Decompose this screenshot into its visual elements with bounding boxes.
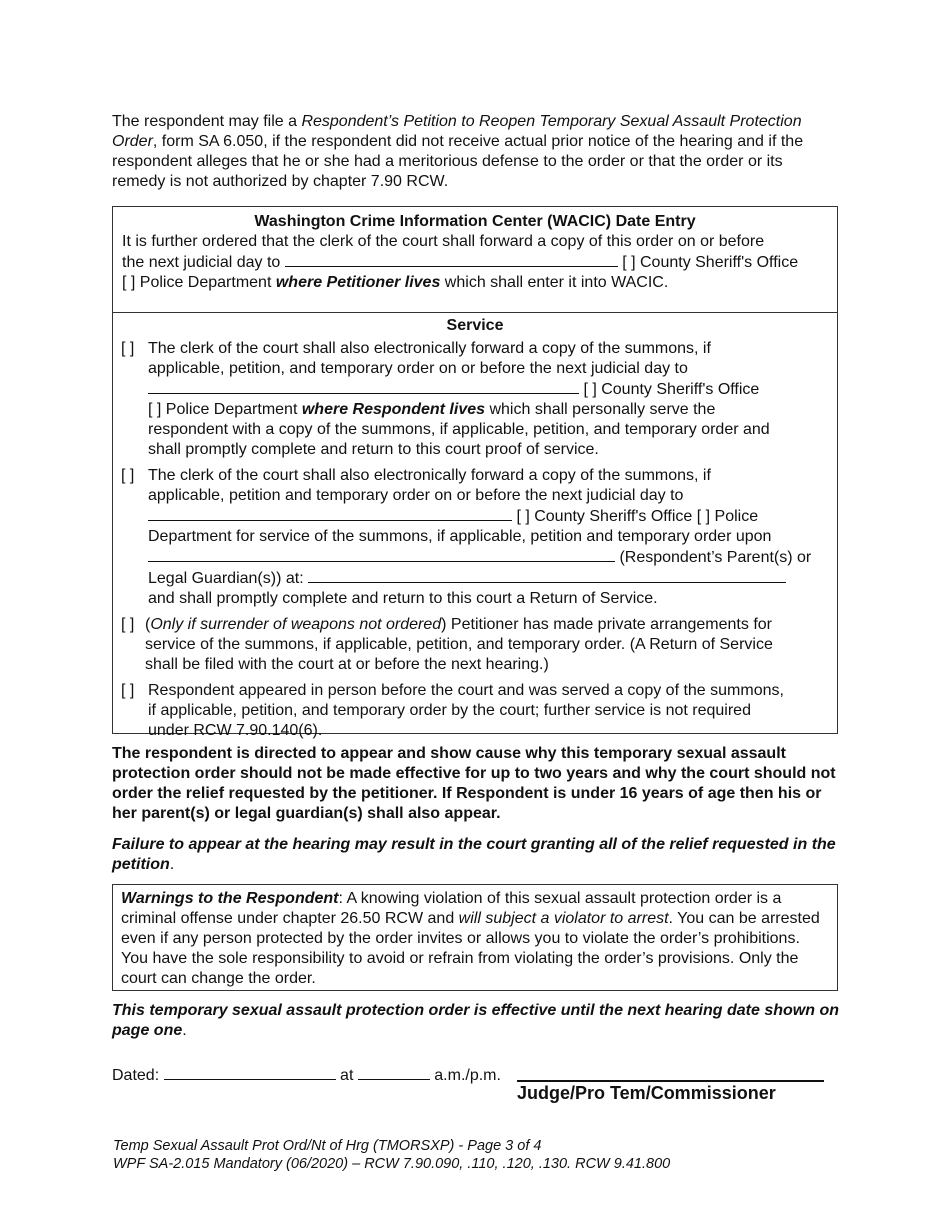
item2-agency-blank[interactable] xyxy=(148,506,512,521)
wacic-heading: Washington Crime Information Center (WACIC) Date Entry xyxy=(254,213,696,230)
service-item-3: [ ] (Only if surrender of weapons not ordered) Petitioner has made private arrangements for service of the summons, if applicable, petition, and temporary order. (A Return of Service shall be filed with the court at or before the next hearing.) xyxy=(121,616,773,673)
wacic-line-3: [ ] Police Department where Petitioner lives which shall enter it into WACIC. xyxy=(122,274,669,291)
intro-form-title: Respondent’s Petition to Reopen Temporary Sexual Assault Protection Order xyxy=(112,113,802,150)
service-item-2-checkbox[interactable]: [ ] xyxy=(121,467,135,484)
intro-text-1: The respondent may file a xyxy=(112,113,302,130)
date-line: Dated: at a.m./p.m. xyxy=(112,1067,501,1084)
warnings-box: Warnings to the Respondent: A knowing violation of this sexual assault protection order is a criminal offense under chapter 26.50 RCW and will subject a violator to arrest. You can be arrested even if any person protected by the order invites or allows you to violate the order’s prohibitions. You have the sole responsibility to avoid or refrain from violating the order’s provisions. Only the court can change the order. xyxy=(112,884,838,991)
wacic-section xyxy=(112,206,838,313)
time-blank[interactable] xyxy=(358,1065,430,1080)
judge-title: Judge/Pro Tem/Commissioner xyxy=(517,1083,776,1103)
wacic-agency-blank[interactable] xyxy=(285,252,618,267)
service-item-2: [ ] The clerk of the court shall also electronically forward a copy of the summons, if applicable, petition and temporary order on or before the next judicial day to [ ] County Sheriff's Office [ ] Police Department for service of the summons, if applicable, petition and temporary order upon (Respondent’s Parent(s) or Legal Guardian(s)) at: and shall promptly complete and return to this court a Return of Service. xyxy=(121,467,812,607)
item2-parent-blank[interactable] xyxy=(148,547,615,562)
service-section xyxy=(112,312,838,739)
service-heading: Service xyxy=(446,317,504,334)
effective-statement: This temporary sexual assault protection order is effective until the next hearing date shown on page one. xyxy=(112,1002,839,1039)
intro-text-2: , form SA 6.050, if the respondent did not receive actual prior notice of the hearing and if the respondent alleges that he or she had a meritorious defense to the order or that the order or its remedy is not authorized by chapter 7.90 RCW. xyxy=(112,133,804,190)
date-blank[interactable] xyxy=(164,1065,336,1080)
service-item-1: [ ] The clerk of the court shall also electronically forward a copy of the summons, if applicable, petition, and temporary order on or before the next judicial day to [ ] County Sheriff's Office [ ] Police Department where Respondent lives which shall personally serve the respondent with a copy of the summons, if applicable, petition, and temporary order and shall promptly complete and return to this court proof of service. xyxy=(121,340,770,458)
page-footer xyxy=(113,1137,670,1173)
wacic-line-1: It is further ordered that the clerk of the court shall forward a copy of this order on or before xyxy=(122,233,765,250)
service-item-1-checkbox[interactable]: [ ] xyxy=(121,340,135,357)
footer-line-1: Temp Sexual Assault Prot Ord/Nt of Hrg (TMORSXP) - Page 3 of 4 xyxy=(113,1138,542,1154)
service-item-4-checkbox[interactable]: [ ] xyxy=(121,682,135,699)
failure-warning: Failure to appear at the hearing may result in the court granting all of the relief requested in the petition. xyxy=(112,836,836,873)
appear-directive: The respondent is directed to appear and show cause why this temporary sexual assault protection order should not be made effective for up to two years and why the court should not order the relief requested by the petitioner. If Respondent is under 16 years of age then his or her parent(s) or legal guardian(s) shall also appear. xyxy=(112,745,836,822)
intro-paragraph xyxy=(112,112,832,192)
footer-line-2: WPF SA-2.015 Mandatory (06/2020) – RCW 7.90.090, .110, .120, .130. RCW 9.41.800 xyxy=(113,1156,671,1172)
service-item-4: [ ] Respondent appeared in person before the court and was served a copy of the summons, if applicable, petition, and temporary order by the court; further service is not required under RCW 7.90.140(6). xyxy=(121,682,784,739)
item1-agency-blank[interactable] xyxy=(148,379,579,394)
item2-address-blank[interactable] xyxy=(308,568,786,583)
wacic-line-2: the next judicial day to [ ] County Sheriff's Office xyxy=(122,254,799,271)
service-item-3-checkbox[interactable]: [ ] xyxy=(121,616,135,633)
